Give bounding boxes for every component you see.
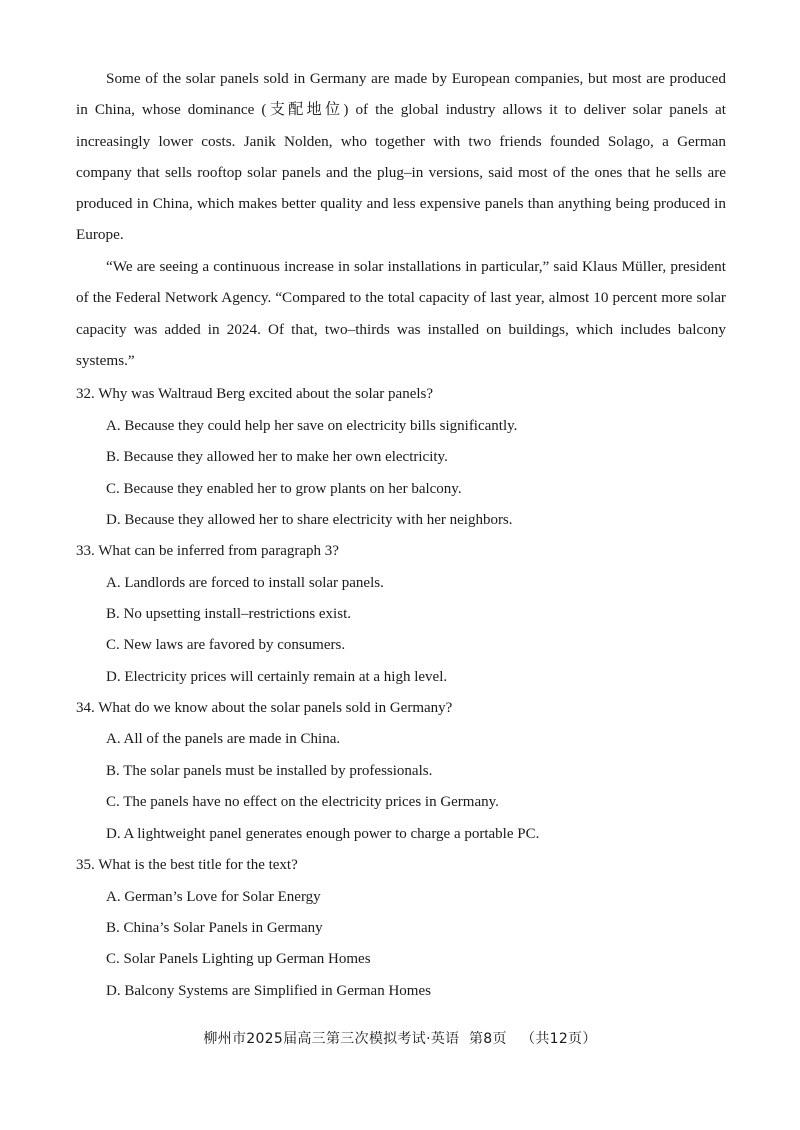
question-35-option-b: B. China’s Solar Panels in Germany <box>106 920 323 936</box>
question-32-option-c: C. Because they enabled her to grow plants on her balcony. <box>106 481 462 497</box>
footer-page-total: （共12页） <box>521 1031 597 1047</box>
question-33-option-a: A. Landlords are forced to install solar panels. <box>106 575 384 591</box>
footer-exam-title: 柳州市2025届高三第三次模拟考试·英语 <box>203 1031 460 1047</box>
question-35-stem: 35. What is the best title for the text? <box>76 857 298 873</box>
question-34-option-a: A. All of the panels are made in China. <box>106 731 341 747</box>
question-33-option-b: B. No upsetting install–restrictions exist. <box>106 606 351 622</box>
question-35-option-c: C. Solar Panels Lighting up German Homes <box>106 951 371 967</box>
question-32-stem: 32. Why was Waltraud Berg excited about the solar panels? <box>76 386 434 402</box>
question-32-option-a: A. Because they could help her save on electricity bills significantly. <box>106 418 518 434</box>
footer-page-number: 第8页 <box>468 1031 507 1047</box>
passage-paragraph: “We are seeing a continuous increase in solar installations in particular,” said Klaus Müller, president of the Federal Network Agency. “Compared to the total capacity of last year, almost 10 percent more solar capacity was added in 2024. Of that, two–thirds was installed on buildings, which includes balcony systems.” <box>76 258 726 369</box>
question-35-option-d: D. Balcony Systems are Simplified in German Homes <box>106 983 431 999</box>
question-34-option-d: D. A lightweight panel generates enough power to charge a portable PC. <box>106 826 540 842</box>
question-33-option-c: C. New laws are favored by consumers. <box>106 637 346 653</box>
question-32-option-b: B. Because they allowed her to make her own electricity. <box>106 449 448 465</box>
passage-paragraph: Some of the solar panels sold in Germany are made by European companies, but most are produced in China, whose dominance (支配地位) of the global industry allows it to deliver solar panels at increasingly lower costs. Janik Nolden, who together with two friends founded Solago, a German company that sells rooftop solar panels and the plug–in versions, said most of the ones that he sells are produced in China, which makes better quality and less expensive panels than anything being produced in Europe. <box>76 70 726 244</box>
question-33-option-d: D. Electricity prices will certainly remain at a high level. <box>106 669 448 685</box>
question-34-option-c: C. The panels have no effect on the electricity prices in Germany. <box>106 794 499 810</box>
question-32-option-d: D. Because they allowed her to share electricity with her neighbors. <box>106 512 513 528</box>
question-33-stem: 33. What can be inferred from paragraph 3? <box>76 543 339 559</box>
question-34-option-b: B. The solar panels must be installed by professionals. <box>106 763 433 779</box>
question-35-option-a: A. German’s Love for Solar Energy <box>106 889 321 905</box>
page-footer <box>0 1028 800 1048</box>
question-34-stem: 34. What do we know about the solar panels sold in Germany? <box>76 700 453 716</box>
